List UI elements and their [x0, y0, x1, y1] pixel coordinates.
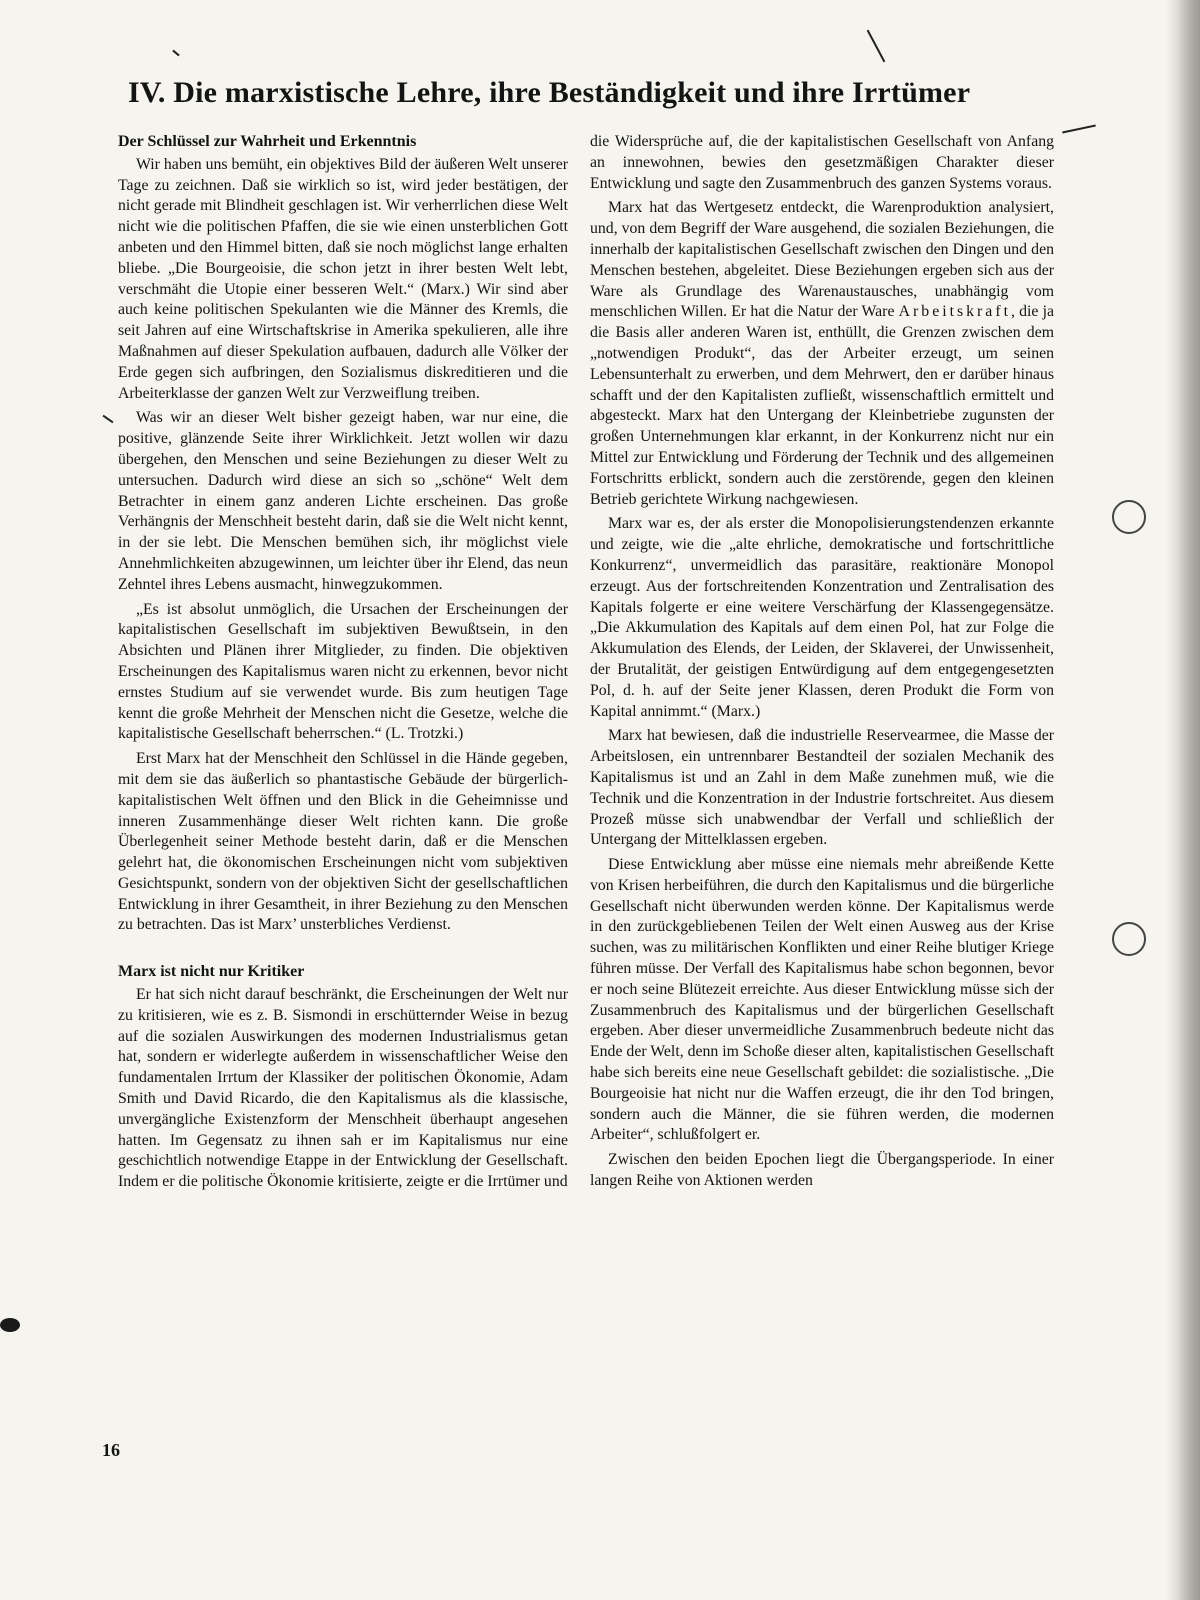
- scan-speck: [1062, 124, 1096, 133]
- left-column: [118, 132, 568, 1193]
- spaced-emphasis: Arbeitskraft: [898, 303, 1011, 321]
- paragraph: Er hat sich nicht darauf beschränkt, die Erscheinungen der Welt nur zu kritisieren, wie es z. B. Sismondi in erschütternder Weise in bezug auf die sozialen Auswirkungen des modernen Industrialismus getan hat, sondern er widerlegte außerdem in wissenschaftlicher Weise den fundamentalen Irrtum der Klassiker der politischen Ökonomie, Adam Smith und David Ricardo, die den Kapitalismus als die klassische, unvergängliche Existenzform der Menschheit überhaupt angesehen hatten. Im Gegensatz zu ihnen sah er im Kapitalismus nur eine geschichtlich notwendige Etappe in der Entwicklung der Gesellschaft. Indem er die politische Ökonomie kritisierte, zeigte er die Irrtümer und: [118, 986, 568, 1191]
- paragraph: die Widersprüche auf, die der kapitalistischen Gesellschaft von Anfang an innewohnen, bewies den gesetzmäßigen Charakter dieser Entwicklung und sagte den Zusammenbruch des ganzen Systems voraus.: [590, 133, 1054, 192]
- scan-speck: [867, 30, 886, 63]
- quote-paragraph: „Es ist absolut unmöglich, die Ursachen der Erscheinungen der kapitalistischen Gesellschaft im subjektiven Bewußtsein, in den Absichten und Plänen ihrer Mitglieder, zu finden. Die objektiven Erscheinungen des Kapitalismus waren nicht zu erkennen, bevor nicht ernstes Studium auf sie verwendet wurde. Bis zum heutigen Tage kennt die große Mehrheit der Menschen nicht die Gesetze, welche die kapitalistische Gesellschaft beherrschen.“ (L. Trotzki.): [118, 600, 568, 743]
- page-title: IV. Die marxistische Lehre, ihre Beständigkeit und ihre Irrtümer: [128, 76, 971, 109]
- section-heading: Marx ist nicht nur Kritiker: [118, 963, 305, 981]
- scan-edge-shadow: [1166, 0, 1200, 1600]
- paragraph: Zwischen den beiden Epochen liegt die Übergangsperiode. In einer langen Reihe von Aktionen werden: [590, 1151, 1054, 1190]
- paragraph: Wir haben uns bemüht, ein objektives Bild der äußeren Welt unserer Tage zu zeichnen. Daß sie wirklich so ist, wird jeder bestätigen, der nicht gerade mit Blindheit geschlagen ist. Wir verherrlichen diese Welt nicht wie die politischen Pfaffen, die sie wie einen unsterblichen Gott anbeten und den Himmel bitten, daß sie noch möglichst lange erhalten bliebe. „Die Bourgeoisie, die schon jetzt in ihrer besten Welt lebt, verschmäht die Utopie einer besseren Welt.“ (Marx.) Wir sind aber auch keine politischen Spekulanten wie die Männer des Kremls, die seit Jahren auf eine Wirtschaftskrise in Amerika spekulieren, alle ihre Maßnahmen auf dieser Spekulation aufbauen, dadurch alle Völker der Erde gegen sich aufbringen, den Sozialismus diskreditieren und die Arbeiterklasse der ganzen Welt zur Verzweiflung treiben.: [118, 155, 568, 402]
- paragraph: Diese Entwicklung aber müsse eine niemals mehr abreißende Kette von Krisen herbeiführen, die durch den Kapitalismus und die bürgerliche Gesellschaft nicht überwunden werden könne. Der Kapitalismus werde in den zurückgebliebenen Teilen der Welt einen Ausweg aus der Krise suchen, was zu militärischen Konflikten und einer Reihe blutiger Kriege führen müsse. Der Verfall des Kapitalismus habe schon begonnen, bevor er noch seine Blütezeit erreichte. Aus dieser Entwicklung müsse sich der Zusammenbruch des Kapitalismus und der bürgerlichen Gesellschaft ergeben. Aber dieser unvermeidliche Zusammenbruch bedeute nicht das Ende der Welt, denn im Schoße dieser alten, kapitalistischen Gesellschaft habe sich bereits eine neue Gesellschaft gebildet: die sozialistische. „Die Bourgeoisie hat nicht nur die Waffen erzeugt, die ihr den Tod bringen, sondern auch die Männer, die sie führen werden, die modernen Arbeiter“, schlußfolgert er.: [590, 856, 1054, 1144]
- paragraph-text: Marx hat das Wertgesetz entdeckt, die Warenproduktion analysiert, und, von dem Begriff der Ware ausgehend, die sozialen Beziehungen, die innerhalb der kapitalistischen Gesellschaft zwischen den Dingen und den Menschen bestehen, abgeleitet. Diese Beziehungen ergeben sich aus der Ware als Grundlage des Warenaustausches, unabhängig vom menschlichen Willen. Er hat die Natur der Ware: [590, 199, 1054, 321]
- punch-hole-lower: [1112, 922, 1146, 956]
- right-column: [590, 132, 1054, 1192]
- section-heading: Der Schlüssel zur Wahrheit und Erkenntnis: [118, 133, 417, 150]
- ink-blot: [0, 1318, 20, 1332]
- punch-hole-upper: [1112, 500, 1146, 534]
- page-number: 16: [102, 1440, 120, 1460]
- paragraph: [590, 198, 1054, 510]
- paragraph: Marx hat bewiesen, daß die industrielle Reservearmee, die Masse der Arbeitslosen, ein untrennbarer Bestandteil der sozialen Mechanik des Kapitalismus ist und an Zahl in dem Maße zunehmen muß, wie die Technik und die Konzentration in der Industrie fortschreitet. Aus diesem Prozeß müsse sich unabwendbar der Verfall und schließlich der Untergang der Mittelklassen ergeben.: [590, 727, 1054, 849]
- scan-speck: [172, 50, 179, 57]
- paragraph: Marx war es, der als erster die Monopolisierungstendenzen erkannte und zeigte, wie die „alte ehrliche, demokratische und fortschrittliche Konkurrenz“, unvermeidlich das parasitäre, reaktionäre Monopol erzeugt. Aus der fortschreitenden Konzentration und Zentralisation des Kapitals folgerte er eine weitere Verschärfung der Klassengegensätze. „Die Akkumulation des Kapitals auf dem einen Pol, hat zur Folge die Akkumulation des Elends, der Leiden, der Sklaverei, der Unwissenheit, der Brutalität, der geistigen Entwürdigung auf dem entgegengesetzten Pol, d. h. auf der Seite jener Klassen, deren Produkt die Form von Kapital annimmt.“ (Marx.): [590, 515, 1054, 720]
- paragraph: Was wir an dieser Welt bisher gezeigt haben, war nur eine, die positive, glänzende Seite ihrer Wirklichkeit. Jetzt wollen wir dazu übergehen, den Menschen und seine Beziehungen zu dieser Welt zu untersuchen. Dadurch wird diese an sich so „schöne“ Welt dem Betrachter in einem ganz anderen Lichte erscheinen. Das große Verhängnis der Menschheit besteht darin, daß sie die Welt nicht kennt, in der sie lebt. Die Menschen bemühen sich, ihr möglichst viele Annehmlichkeiten abzugewinnen, um leichter über ihr Elend, das neun Zehntel ihres Lebens ausmacht, hinwegzukommen.: [118, 409, 568, 593]
- paragraph-text: , die ja die Basis aller anderen Waren ist, enthüllt, die Grenzen zwischen dem „notwendigen Produkt“, das der Arbeiter erzeugt, um seinen Lebensunterhalt zu erwerben, und dem Mehrwert, den er darüber hinaus schafft und der den Kapitalisten zufließt, wissenschaftlich ermittelt und abgesteckt. Marx hat den Untergang der Kleinbetriebe zugunsten der großen Unternehmungen klar erkannt, in der Konkurrenz nicht nur ein Mittel zur Entwicklung und Förderung der Technik und des allgemeinen Fortschritts erblickt, sondern auch die zerstörende, gegen den kleinen Betrieb gerichtete Wirkung nachgewiesen.: [590, 303, 1054, 508]
- paragraph: Erst Marx hat der Menschheit den Schlüssel in die Hände gegeben, mit dem sie das äußerlich so phantastische Gebäude der bürgerlich-kapitalistischen Welt öffnen und den Blick in die Geheimnisse und inneren Zusammenhänge dieser Welt richten kann. Die große Überlegenheit seiner Methode besteht darin, daß er die Menschen gelehrt hat, die ökonomischen Erscheinungen nicht vom subjektiven Gesichtspunkt, sondern von der objektiven Sicht der gesellschaftlichen Entwicklung in ihrer Gesamtheit, in ihrer Beziehung zu den Menschen zu betrachten. Das ist Marx’ unsterbliches Verdienst.: [118, 750, 568, 934]
- scan-speck: [103, 415, 114, 424]
